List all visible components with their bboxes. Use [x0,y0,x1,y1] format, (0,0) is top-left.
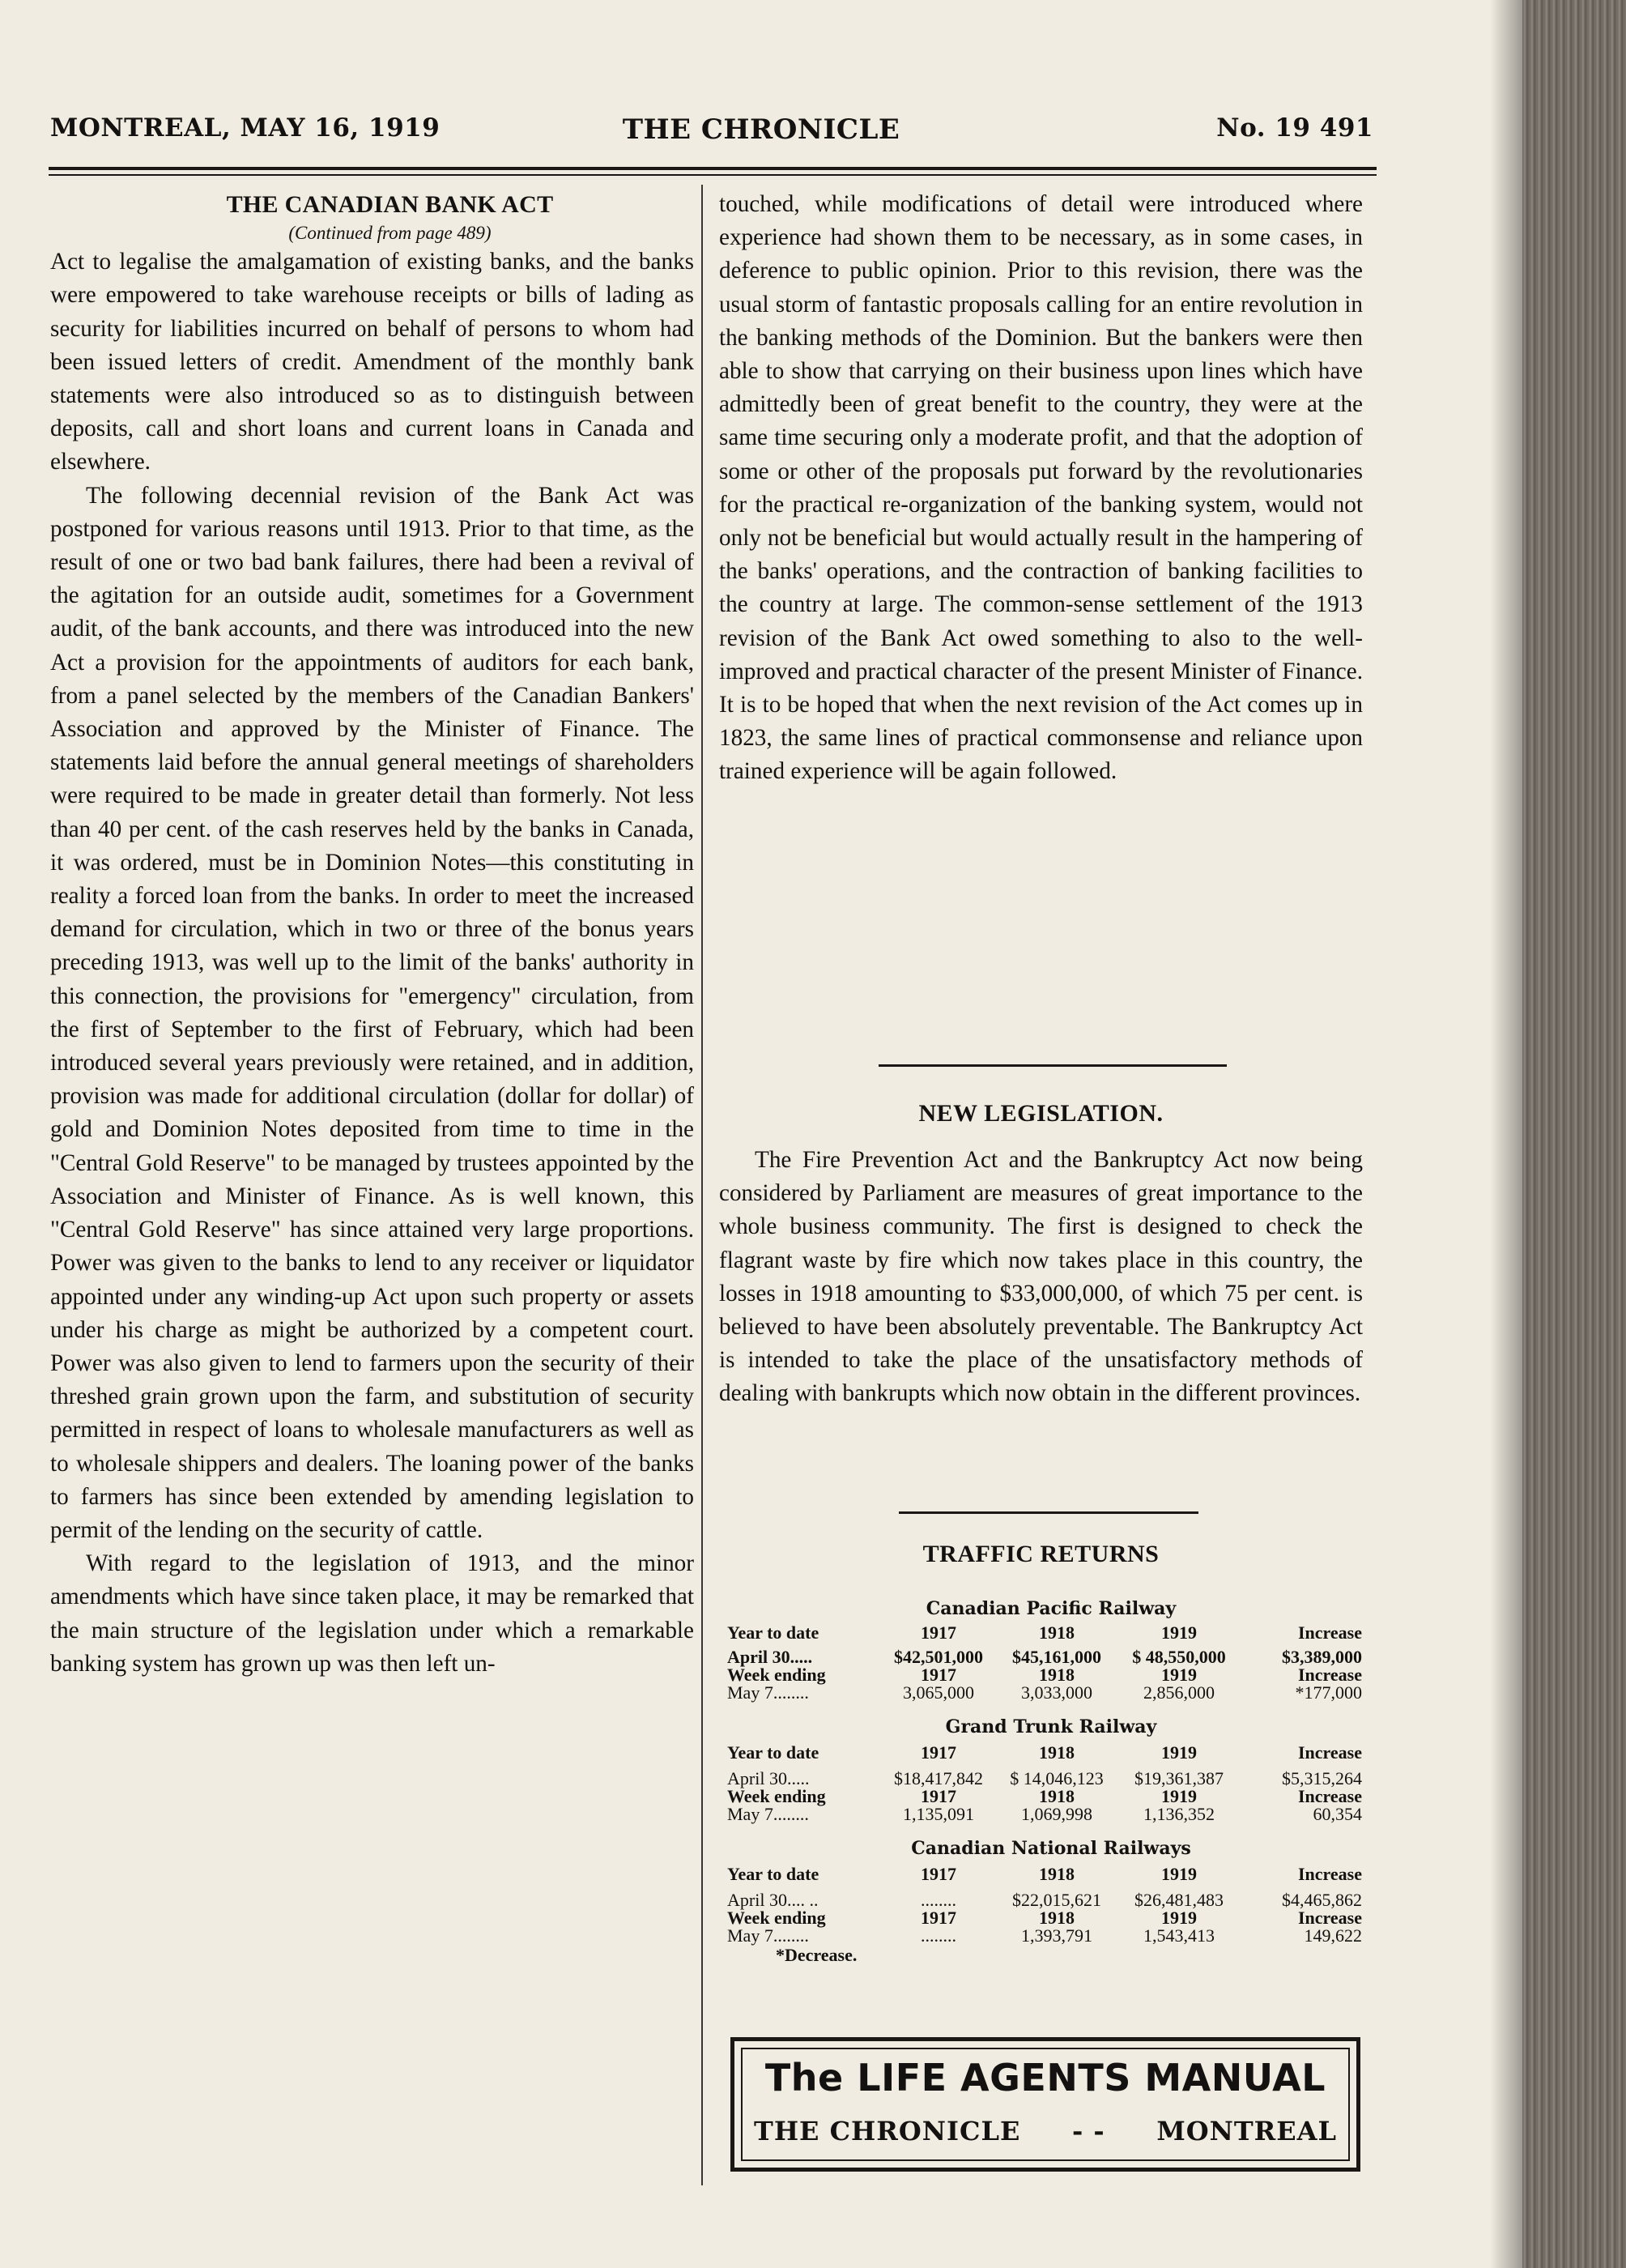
table-cell: *177,000 [1295,1682,1362,1703]
table-cell: $ 48,550,000 [1132,1647,1226,1667]
table-cell: Week ending [727,1786,826,1806]
advertisement-separator: - - [1071,2116,1105,2146]
binding-shadow [1490,0,1522,2268]
table-cell: 1918 [1039,1742,1075,1763]
table-cell: 1,136,352 [1143,1804,1215,1824]
table-cell: May 7........ [727,1925,809,1946]
table-cell: $5,315,264 [1282,1768,1362,1788]
railway-name: Grand Trunk Railway [945,1716,1157,1737]
table-row [727,1909,1375,1927]
table-cell: 1,135,091 [903,1804,974,1824]
section-divider [899,1511,1198,1514]
table-cell: $45,161,000 [1012,1647,1101,1667]
table-cell: May 7........ [727,1804,809,1824]
table-row [727,1770,1375,1788]
advertisement-publisher-line [754,2116,1337,2146]
table-cell: 1918 [1039,1622,1075,1643]
table-cell: $ 14,046,123 [1010,1768,1104,1788]
page-header-masthead: THE CHRONICLE [622,113,900,146]
table-cell: 1917 [921,1786,956,1806]
article-continuation-note: (Continued from page 489) [288,223,492,244]
table-cell: $22,015,621 [1012,1890,1101,1910]
book-binding-edge [1522,0,1626,2268]
table-cell: Increase [1297,1786,1362,1806]
table-cell: 1919 [1161,1864,1197,1884]
article-right-column [719,188,1363,1055]
article-paragraph: touched, while modifications of detail were introduced where experience had shown them to be necessary, as in some cases, in deference to public opinion. Prior to this revision, there was the usual storm of fantastic proposals calling for an entire revolution in the banking methods of the Dominion. But the bankers were then able to show that carrying on their business upon lines which have admittedly been of great benefit to the country, they were at the same time securing only a moderate profit, and that the adoption of some or other of the proposals put forward by the revolutionaries for the practical re-organization of the banking system, would not only not be beneficial but would actually result in the hampering of the banks' operations, and the contraction of banking facilities to the country at large. The common-sense settlement of the 1913 revision of the Bank Act owed something to also to the well-improved and practical character of the present Minister of Finance. It is to be hoped that when the next revision of the Act comes up in 1823, the same lines of practical commonsense and reliance upon trained experience will be again followed. [719,191,1363,785]
table-cell: Week ending [727,1908,826,1928]
table-cell: May 7........ [727,1682,809,1703]
table-cell: 1919 [1161,1908,1197,1928]
table-cell: 3,033,000 [1021,1682,1092,1703]
table-row [727,1805,1375,1823]
table-row [727,1744,1375,1762]
advertisement-publisher: THE CHRONICLE [754,2116,1021,2146]
table-cell: Year to date [727,1864,819,1884]
new-legislation-body [719,1144,1363,1411]
table-row [727,1788,1375,1805]
table-cell: 1,543,413 [1143,1925,1215,1946]
table-cell: April 30.... .. [727,1890,819,1910]
table-cell: $42,501,000 [894,1647,983,1667]
table-cell: 1917 [921,1665,956,1685]
article-paragraph: Act to legalise the amalgamation of existing banks, and the banks were empowered to take warehouse receipts or bills of lading as security for liabilities incurred on behalf of persons to whom had been issued letters of credit. Amendment of the monthly bank statements were also introduced so as to distinguish between deposits, call and short loans and current loans in Canada and elsewhere. [50,249,694,475]
railway-block-canadian-national [727,1840,1375,1964]
table-row [727,1891,1375,1909]
table-cell: 1919 [1161,1665,1197,1685]
table-cell: Year to date [727,1742,819,1763]
traffic-returns-table [727,1592,1375,1964]
railway-block-cpr [727,1600,1375,1702]
article-title: THE CANADIAN BANK ACT [226,191,554,218]
table-cell: 1918 [1039,1665,1075,1685]
table-cell: 1917 [921,1742,956,1763]
table-cell: 2,856,000 [1143,1682,1215,1703]
advertisement-city: MONTREAL [1156,2116,1337,2146]
table-row [727,1684,1375,1702]
railway-block-grand-trunk [727,1718,1375,1823]
table-cell: Increase [1297,1622,1362,1643]
table-cell: 1918 [1039,1786,1075,1806]
table-cell: $19,361,387 [1134,1768,1224,1788]
table-cell: 1919 [1161,1786,1197,1806]
article-paragraph: With regard to the legislation of 1913, and the minor amendments which have since taken place, it may be remarked that the main structure of the legislation under which a remarkable banking system has grown up was then left un- [50,1550,694,1677]
table-footnote: *Decrease. [776,1945,858,1965]
railway-name: Canadian Pacific Railway [926,1598,1177,1619]
table-cell: 1,393,791 [1021,1925,1092,1946]
table-cell: 1917 [921,1908,956,1928]
table-cell: Increase [1297,1908,1362,1928]
new-legislation-paragraph: The Fire Prevention Act and the Bankruptcy Act now being considered by Parliament are measures of great importance to the whole business community. The first is designed to check the flagrant waste by fire which now takes place in this country, the losses in 1918 amounting to $33,000,000, of which 75 per cent. is believed to have been absolutely preventable. The Bankruptcy Act is intended to take the place of the unsatisfactory methods of dealing with bankrupts which now obtain in the different provinces. [719,1147,1363,1407]
new-legislation-title: NEW LEGISLATION. [918,1100,1164,1127]
column-divider [701,185,703,2185]
traffic-returns-title: TRAFFIC RETURNS [922,1541,1160,1567]
article-left-column [50,188,694,2197]
table-cell: 3,065,000 [903,1682,974,1703]
table-cell: 1918 [1039,1908,1075,1928]
table-cell: 149,622 [1304,1925,1362,1946]
table-cell: 1919 [1161,1622,1197,1643]
table-cell: April 30..... [727,1647,813,1667]
table-cell: 60,354 [1313,1804,1362,1824]
page-header-dateline: MONTREAL, MAY 16, 1919 [50,113,441,143]
table-cell: 1917 [921,1864,956,1884]
table-cell: $3,389,000 [1282,1647,1362,1667]
table-cell: $18,417,842 [894,1768,983,1788]
section-divider [879,1064,1227,1067]
table-cell: 1917 [921,1622,956,1643]
article-paragraph: The following decennial revision of the Bank Act was postponed for various reasons until 1913. Prior to that time, as the result of one or two bad bank failures, there had been a revival of the agitation for an outside audit, sometimes for a Government audit, of the bank accounts, and there was introduced into the new Act a provision for the appointments of auditors for each bank, from a panel selected by the members of the Canadian Bankers' Association and approved by the Minister of Finance. The statements laid before the annual general meetings of shareholders were required to be made in greater detail than formerly. Not less than 40 per cent. of the cash reserves held by the banks in Canada, it was ordered, must be in Dominion Notes—this constituting in reality a forced loan from the banks. In order to meet the increased demand for circulation, which in two or three of the bonus years preceding 1913, was well up to the limit of the banks' authority in this connection, the provisions for "emergency" circulation, from the first of September to the first of February, which had been introduced several years previously were retained, and in addition, provision was made for additional circulation (dollar for dollar) of gold and Dominion Notes deposited from time to time in the "Central Gold Reserve" to be managed by trustees appointed by the Association and Minister of Finance. As is well known, this "Central Gold Reserve" has since attained very large proportions. Power was given to the banks to lend to any receiver or liquidator appointed under any winding-up Act upon such property or assets under his charge as might be authorized by a competent court. Power was also given to lend to farmers upon the security of their threshed grain grown upon the farm, and substitution of security permitted in respect of loans to wholesale manufacturers as well as to wholesale shippers and dealers. The loaning power of the banks to farmers has since been extended by amending legislation to permit of the lending on the security of cattle. [50,482,694,1543]
table-cell: Increase [1297,1665,1362,1685]
table-cell: April 30..... [727,1768,810,1788]
table-row [727,1648,1375,1666]
header-rule-thin [49,174,1377,176]
advertisement-title: The LIFE AGENTS MANUAL [764,2056,1326,2100]
table-cell: Week ending [727,1665,826,1685]
table-row [727,1927,1375,1945]
table-cell: $4,465,862 [1282,1890,1362,1910]
table-cell: ........ [921,1925,956,1946]
table-cell: Increase [1297,1742,1362,1763]
page-header-page-number: No. 19 491 [1216,113,1373,143]
table-cell: ........ [921,1890,956,1910]
table-row [727,1666,1375,1684]
table-cell: $26,481,483 [1134,1890,1224,1910]
advertisement-box [730,2037,1360,2172]
table-row [727,1624,1375,1642]
table-cell: Increase [1297,1864,1362,1884]
table-row [727,1865,1375,1883]
railway-name: Canadian National Railways [911,1838,1191,1859]
header-rule-heavy [49,167,1377,170]
table-cell: 1,069,998 [1021,1804,1092,1824]
table-cell: 1918 [1039,1864,1075,1884]
table-cell: Year to date [727,1622,819,1643]
table-cell: 1919 [1161,1742,1197,1763]
